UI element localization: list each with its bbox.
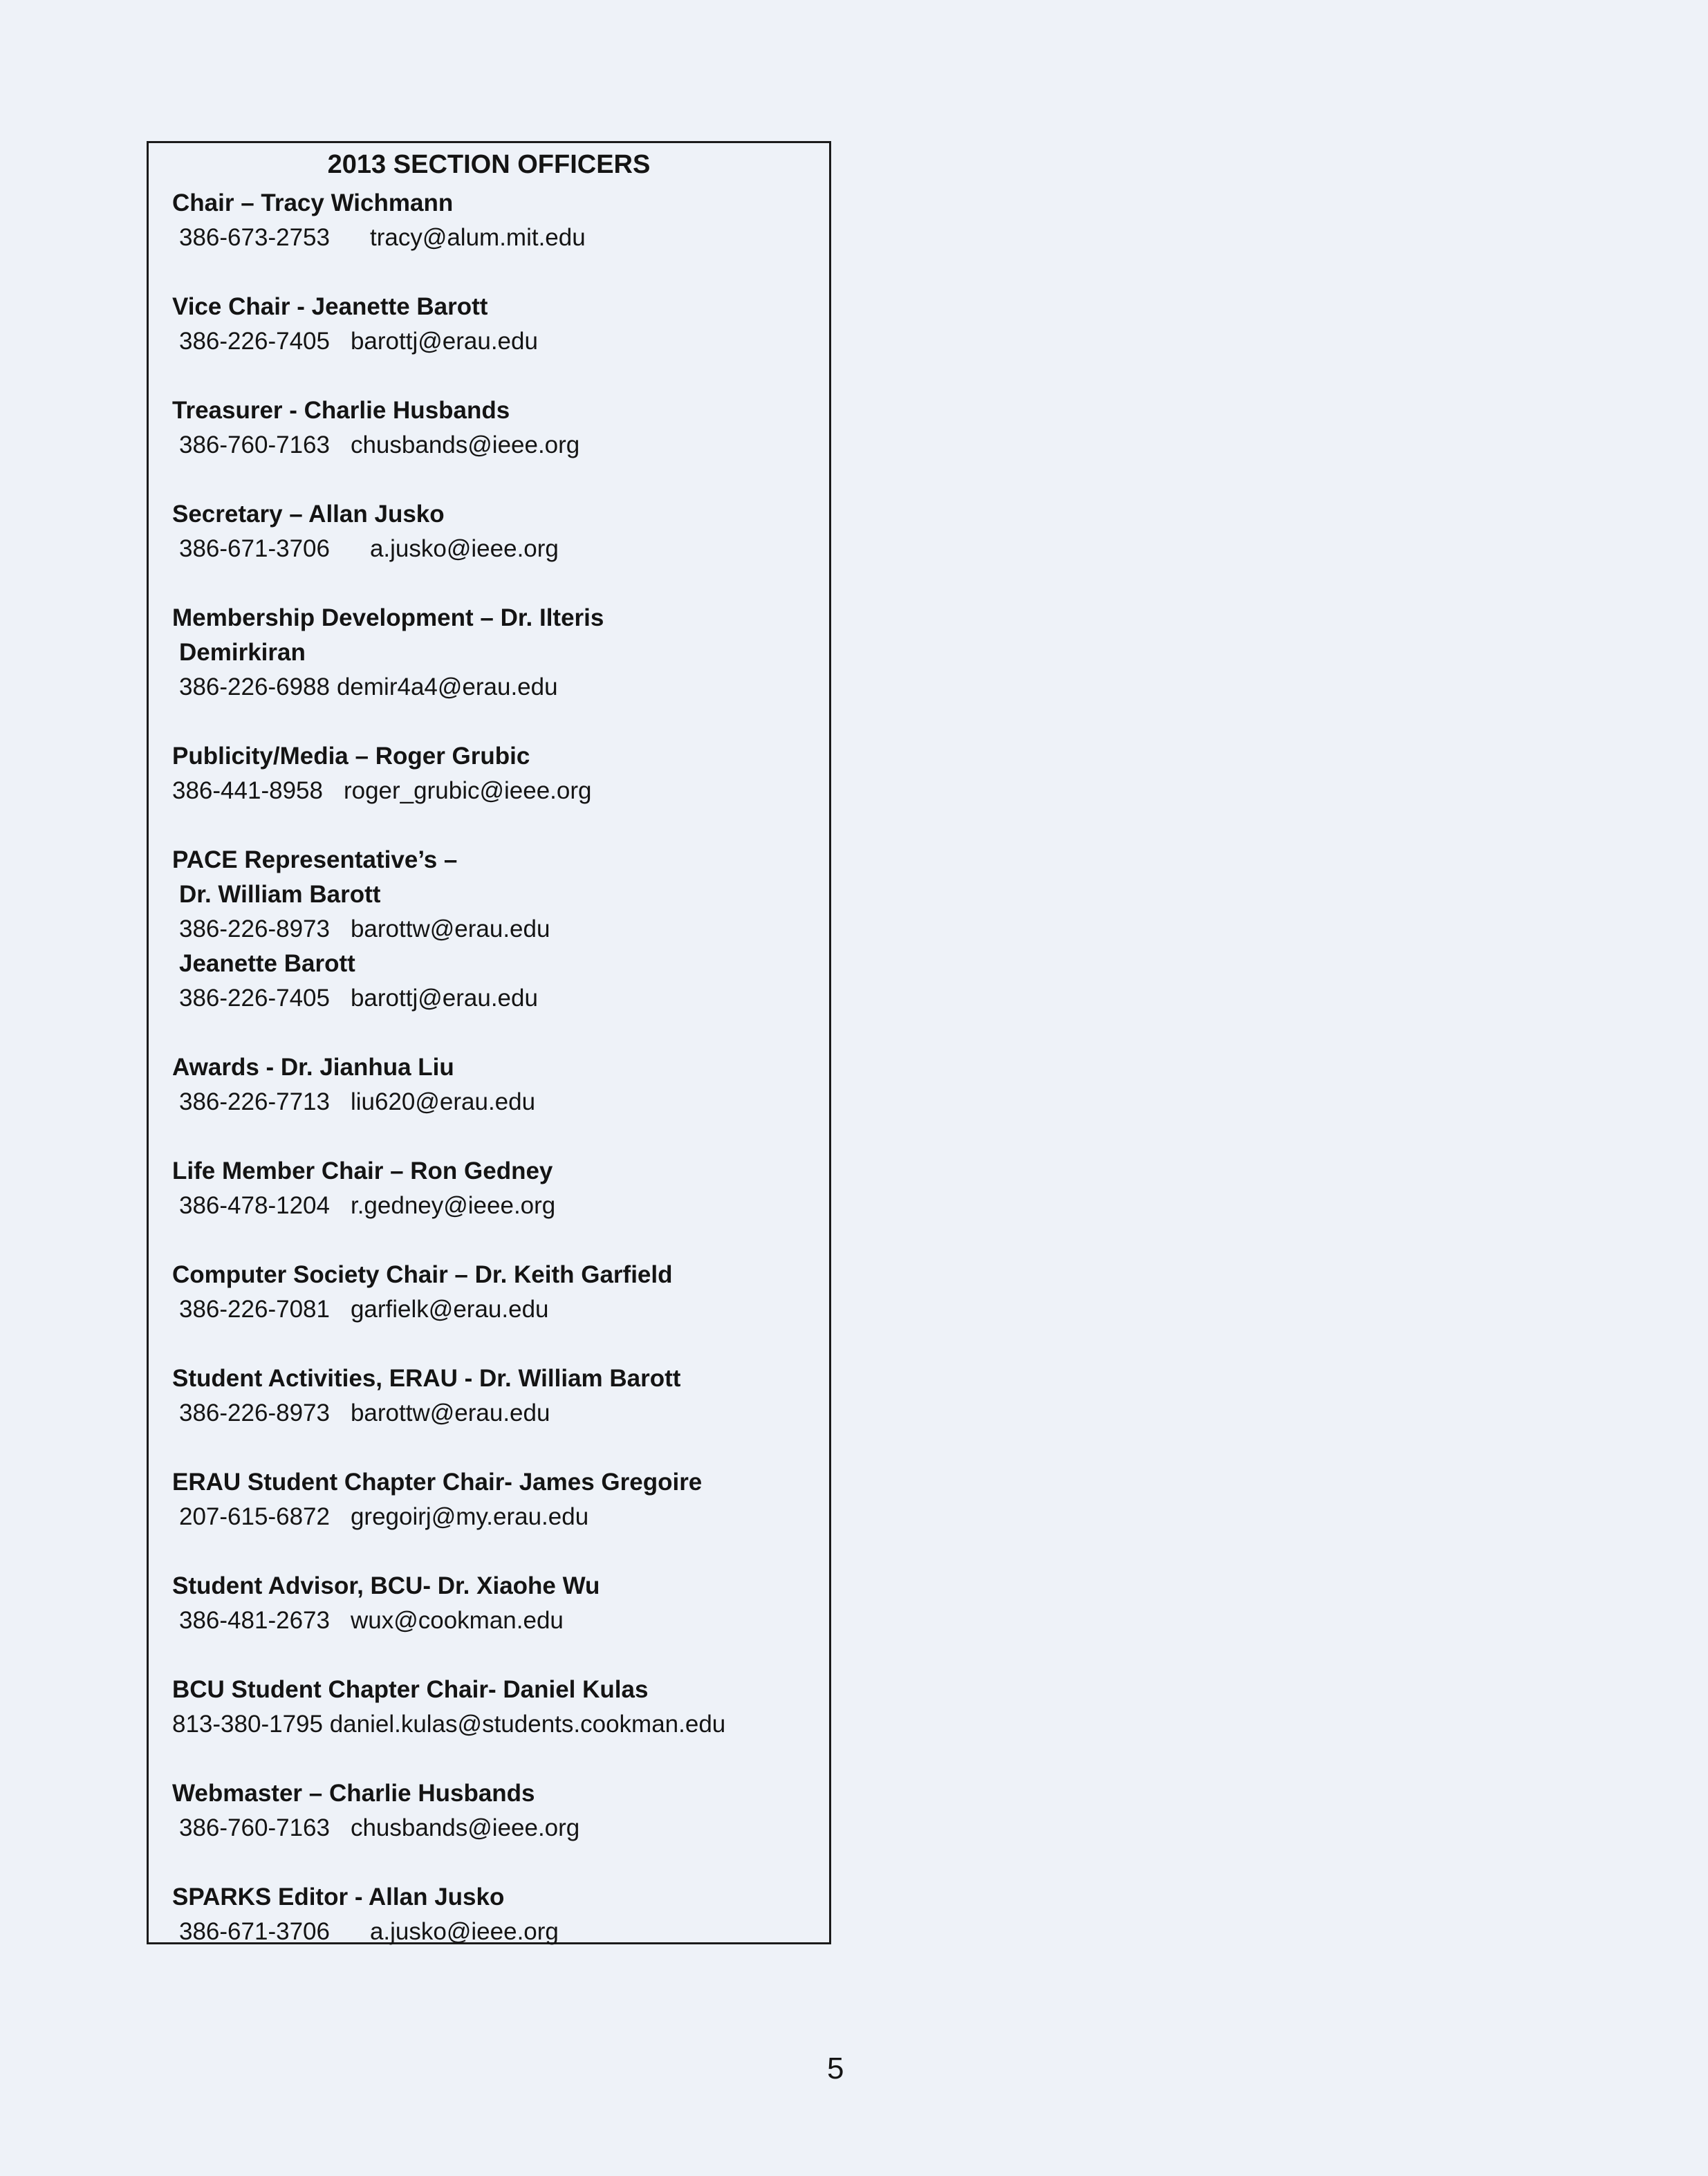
- officer-contact: [172, 774, 822, 808]
- officer-role: Secretary – Allan Jusko: [172, 501, 445, 528]
- officer-entry-sparks-editor: [172, 1880, 822, 1949]
- box-title: 2013 SECTION OFFICERS: [327, 150, 651, 179]
- officer-contact: [172, 428, 822, 463]
- officer-phone: 386-760-7163: [179, 431, 330, 458]
- officer-phone: 386-481-2673: [179, 1607, 330, 1634]
- page-number: 5: [827, 2052, 844, 2085]
- officer-phone: 386-226-8973: [179, 1399, 330, 1426]
- officer-phone: 386-226-7405: [179, 328, 330, 355]
- officer-entry-erau-student-chapter-chair: [172, 1465, 822, 1534]
- officer-phone: 386-226-8973: [179, 915, 330, 942]
- officer-email: barottj@erau.edu: [350, 328, 538, 355]
- officer-entry-publicity-media: [172, 739, 822, 808]
- officer-contact: [172, 912, 822, 947]
- officer-contact: [172, 1603, 822, 1638]
- officer-role: Vice Chair - Jeanette Barott: [172, 293, 488, 320]
- officer-role: ERAU Student Chapter Chair- James Gregoire: [172, 1469, 703, 1496]
- officer-contact: [172, 670, 822, 705]
- officer-phone: 386-671-3706: [179, 1918, 330, 1945]
- officer-contact: [172, 532, 822, 566]
- officer-phone: 207-615-6872: [179, 1503, 330, 1530]
- officer-contact: [172, 324, 822, 359]
- officer-role: Treasurer - Charlie Husbands: [172, 397, 510, 424]
- officer-phone: 386-226-6988: [179, 673, 330, 700]
- officer-contact: [172, 1500, 822, 1534]
- officer-email: a.jusko@ieee.org: [369, 535, 559, 562]
- officer-contact: [172, 221, 822, 255]
- officer-email: roger_grubic@ieee.org: [343, 777, 592, 804]
- officer-role: Computer Society Chair – Dr. Keith Garfield: [172, 1261, 673, 1288]
- officer-role: Student Advisor, BCU- Dr. Xiaohe Wu: [172, 1572, 600, 1599]
- officer-phone: 386-760-7163: [179, 1814, 330, 1841]
- officer-entry-secretary: [172, 497, 822, 566]
- officer-role-continued: Demirkiran: [179, 639, 306, 666]
- officer-phone: 386-478-1204: [179, 1192, 330, 1219]
- officer-contact: [172, 1292, 822, 1327]
- pace-member-name: Jeanette Barott: [179, 950, 355, 977]
- officer-role: Awards - Dr. Jianhua Liu: [172, 1054, 454, 1081]
- officer-role: Chair – Tracy Wichmann: [172, 189, 454, 216]
- officer-entry-vice-chair: [172, 290, 822, 359]
- officer-email: a.jusko@ieee.org: [369, 1918, 559, 1945]
- officer-email: chusbands@ieee.org: [350, 431, 580, 458]
- officer-email: barottj@erau.edu: [350, 985, 538, 1012]
- officer-email: chusbands@ieee.org: [350, 1814, 580, 1841]
- officer-entry-life-member-chair: [172, 1154, 822, 1223]
- officer-entry-treasurer: [172, 393, 822, 463]
- officer-role: Membership Development – Dr. Ilteris: [172, 604, 604, 631]
- officer-email: barottw@erau.edu: [350, 915, 550, 942]
- officer-phone: 386-441-8958: [172, 777, 323, 804]
- officer-entry-bcu-student-chapter-chair: [172, 1673, 822, 1742]
- officer-entry-student-activities-erau: [172, 1361, 822, 1431]
- officer-entry-pace-representatives: [172, 843, 822, 1016]
- officer-phone: 386-673-2753: [179, 224, 330, 251]
- officer-entry-webmaster: [172, 1776, 822, 1845]
- officer-phone: 386-226-7713: [179, 1088, 330, 1115]
- officer-entry-awards: [172, 1050, 822, 1119]
- officer-contact: [172, 1811, 822, 1845]
- officer-contact: [172, 1396, 822, 1431]
- officer-email: gregoirj@my.erau.edu: [350, 1503, 589, 1530]
- officer-entry-membership-development: [172, 601, 822, 705]
- officer-email: wux@cookman.edu: [350, 1607, 564, 1634]
- officer-phone: 386-226-7405: [179, 985, 330, 1012]
- officer-email: liu620@erau.edu: [350, 1088, 536, 1115]
- pace-member-name: Dr. William Barott: [179, 881, 381, 908]
- officer-contact: [172, 1189, 822, 1223]
- officer-entry-chair: [172, 186, 822, 255]
- officer-email: demir4a4@erau.edu: [336, 673, 558, 700]
- officer-phone: 386-671-3706: [179, 535, 330, 562]
- officer-role: BCU Student Chapter Chair- Daniel Kulas: [172, 1676, 649, 1703]
- officer-phone: 386-226-7081: [179, 1296, 330, 1323]
- officer-role: Life Member Chair – Ron Gedney: [172, 1157, 553, 1184]
- officer-role: Student Activities, ERAU - Dr. William Barott: [172, 1365, 681, 1392]
- officer-email: tracy@alum.mit.edu: [369, 224, 586, 251]
- officer-email: barottw@erau.edu: [350, 1399, 550, 1426]
- officer-entry-computer-society-chair: [172, 1258, 822, 1327]
- officer-contact: [172, 1085, 822, 1119]
- officer-email: daniel.kulas@students.cookman.edu: [329, 1711, 726, 1738]
- officer-contact: [172, 1915, 822, 1949]
- officer-contact: [172, 1707, 822, 1742]
- officer-role: Publicity/Media – Roger Grubic: [172, 743, 530, 770]
- officer-entry-student-advisor-bcu: [172, 1569, 822, 1638]
- officer-email: r.gedney@ieee.org: [350, 1192, 556, 1219]
- officer-contact: [172, 981, 822, 1016]
- officer-role: Webmaster – Charlie Husbands: [172, 1780, 535, 1807]
- officer-email: garfielk@erau.edu: [350, 1296, 549, 1323]
- officer-role: PACE Representative’s –: [172, 846, 458, 873]
- section-officers-box: [147, 141, 831, 1944]
- officer-role: SPARKS Editor - Allan Jusko: [172, 1884, 505, 1910]
- officer-phone: 813-380-1795: [172, 1711, 323, 1738]
